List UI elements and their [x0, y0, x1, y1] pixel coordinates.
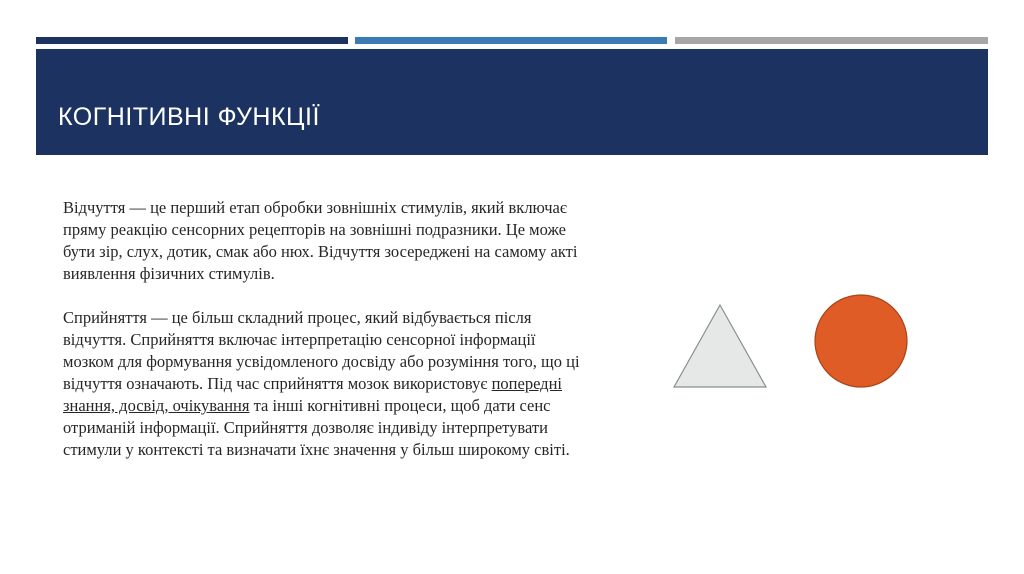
slide-title: КОГНІТИВНІ ФУНКЦІЇ	[58, 103, 320, 131]
accent-bar-dark	[36, 37, 348, 44]
title-band	[36, 49, 988, 155]
accent-bar-gray	[675, 37, 988, 44]
paragraph-perception-part2: та інші когнітивні процеси, щоб дати сенс отриманій інформації. Сприйняття дозволяє індивіду інтерпретувати стимули у контексті та визначати їхнє значення у більш широкому світі.	[63, 396, 570, 459]
circle-shape	[813, 293, 909, 389]
paragraph-perception-part1: Сприйняття — це більш складний процес, який відбувається після відчуття. Сприйняття включає інтерпретацію сенсорної інформації мозком для формування усвідомленого досвіду або розуміння того, що ці відчуття означають. Під час сприйняття мозок використовує	[63, 308, 580, 393]
triangle-shape	[672, 303, 768, 389]
paragraph-sensation: Відчуття — це перший етап обробки зовнішніх стимулів, який включає пряму реакцію сенсорних рецепторів на зовнішні подразники. Це може бути зір, слух, дотик, смак або нюх. Відчуття зосереджені на самому акті виявлення фізичних стимулів.	[63, 198, 578, 283]
paragraph-perception	[63, 307, 583, 461]
body-text	[63, 197, 583, 483]
accent-bar-blue	[355, 37, 667, 44]
underlined-phrase: попередні знання, досвід, очікування	[63, 374, 562, 415]
